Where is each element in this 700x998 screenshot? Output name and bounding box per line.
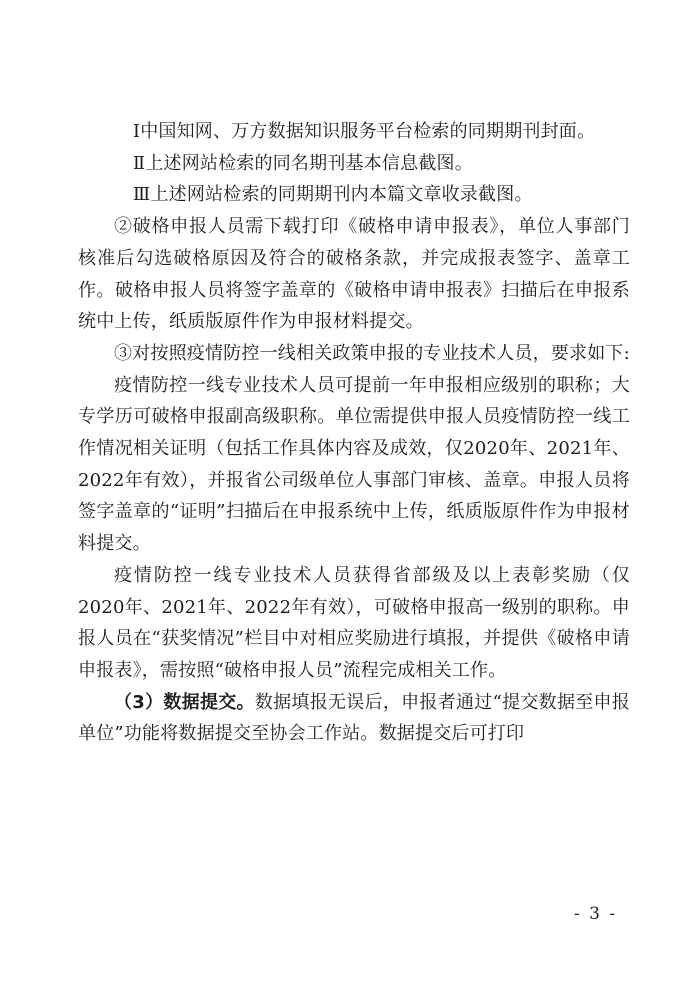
document-body xyxy=(78,116,630,750)
paragraph-application-form: ②破格申报人员需下载打印《破格申请申报表》，单位人事部门核准后勾选破格原因及符合的破格条款，并完成报表签字、盖章工作。破格申报人员将签字盖章的《破格申请申报表》扫描后在申报系统中上传，纸质版原件作为申报材料提交。 xyxy=(78,216,630,333)
section-heading-data-submission: （3）数据提交。 xyxy=(114,691,255,713)
paragraph-advance-application: 疫情防控一线专业技术人员可提前一年申报相应级别的职称；大专学历可破格申报副高级职称。单位需提供申报人员疫情防控一线工作情况相关证明（包括工作具体内容及成效，仅2020年、2021年、2022年有效），并报省公司级单位人事部门审核、盖章。申报人员将签字盖章的“证明”扫描后在申报系统中上传，纸质版原件作为申报材料提交。 xyxy=(78,374,630,555)
list-item-roman-1: Ⅰ中国知网、万方数据知识服务平台检索的同期期刊封面。 xyxy=(132,121,596,142)
section-text-data-submission: 数据填报无误后，申报者通过“提交数据至申报单位”功能将数据提交至协会工作站。数据提交后可打印 xyxy=(78,691,631,745)
paragraph-data-submission xyxy=(78,687,630,750)
paragraph-epidemic-requirements: ③对按照疫情防控一线相关政策申报的专业技术人员，要求如下: xyxy=(114,342,630,364)
paragraph-award-exception: 疫情防控一线专业技术人员获得省部级及以上表彰奖励（仅2020年、2021年、2022年有效），可破格申报高一级别的职称。申报人员在“获奖情况”栏目中对相应奖励进行填报，并提供《破格申请申报表》，需按照“破格申报人员”流程完成相关工作。 xyxy=(78,564,630,681)
list-item-roman-3: Ⅲ上述网站检索的同期期刊内本篇文章收录截图。 xyxy=(132,184,533,206)
page-number: - 3 - xyxy=(574,904,618,924)
list-item-roman-2: Ⅱ上述网站检索的同名期刊基本信息截图。 xyxy=(132,152,473,174)
